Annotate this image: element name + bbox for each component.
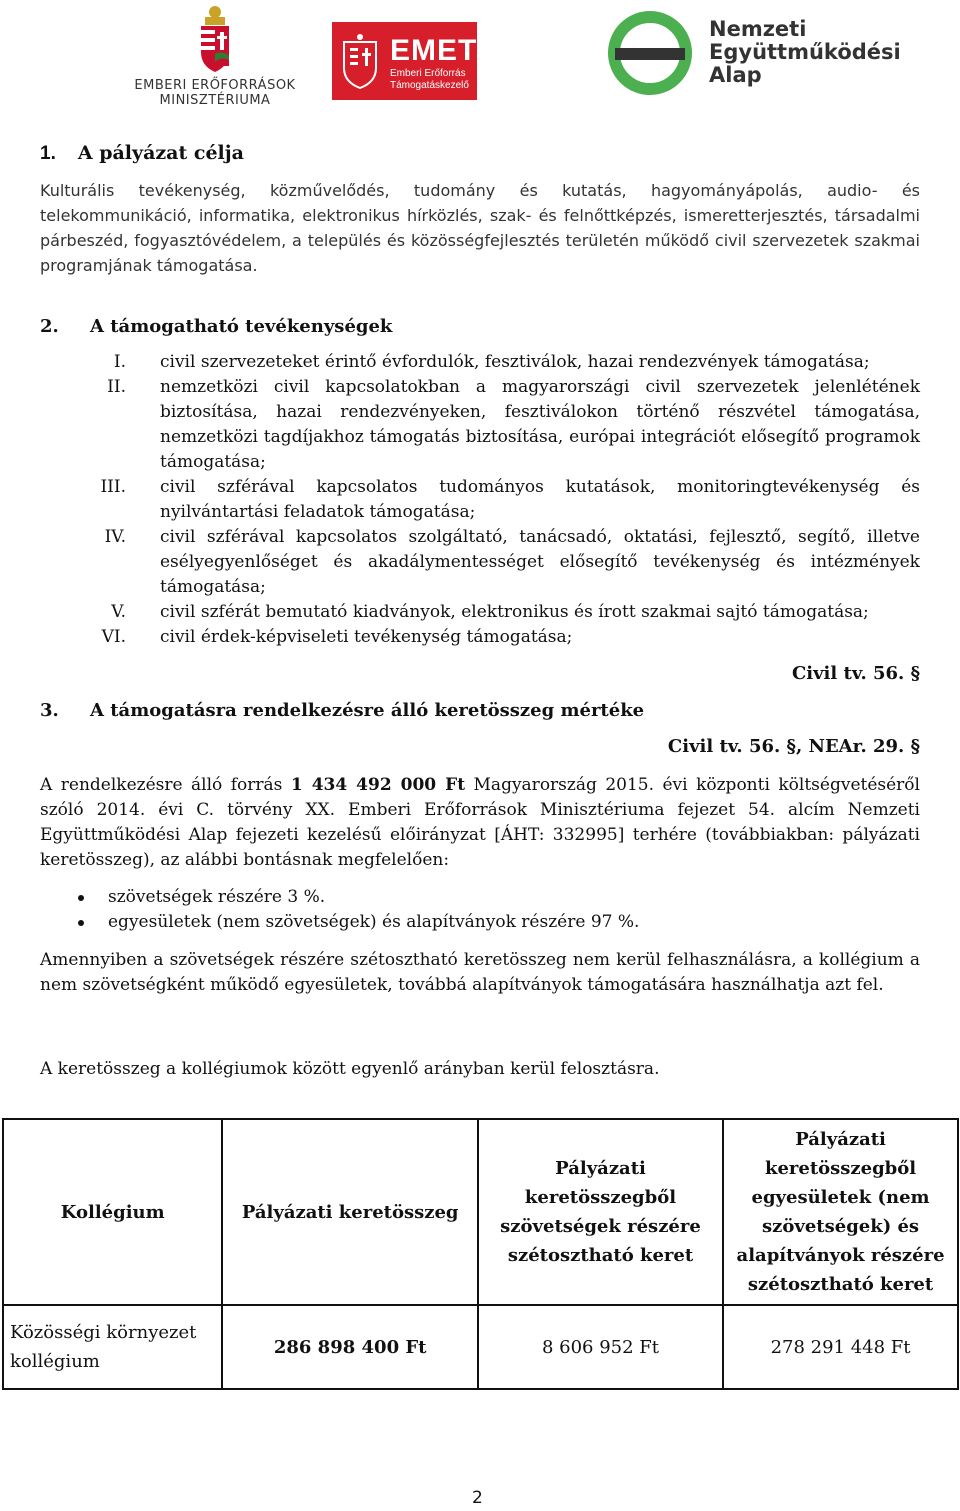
list-item: III. civil szférával kapcsolatos tudományos kutatások, monitoringtevékenység és nyilvántartási feladatok támogatása;	[100, 477, 920, 522]
section3-paragraph2: Amennyiben a szövetségek részére szétosztható keretösszeg nem kerül felhasználásra, a kollégium a nem szövetségként működő egyesületek, továbbá alapítványok támogatására használhatja azt fel.	[40, 950, 920, 995]
section3-paragraph3: A keretösszeg a kollégiumok között egyenlő arányban kerül felosztásra.	[40, 1059, 660, 1079]
section3-paragraph1: A rendelkezésre álló forrás 1 434 492 000 Ft Magyarország 2015. évi központi költségvetéséről szóló 2014. évi C. törvény XX. Emberi Erőforrások Minisztériuma fejezet 54. alcím Nemzeti Együttműködési Alap fejezeti kezelésű előirányzat [ÁHT: 332995] terhére (továbbiakban: pályázati keretösszeg), az alábbi bontásnak megfelelően:	[40, 775, 920, 870]
table-cell: 278 291 448 Ft	[723, 1305, 958, 1389]
page-number: 2	[472, 1488, 483, 1508]
section2-number: 2.	[40, 316, 59, 337]
emmi-line1: EMBERI ERŐFORRÁSOK	[134, 78, 296, 93]
table-header-row	[3, 1119, 958, 1305]
emet-logo	[332, 22, 477, 100]
emet-subtitle: Emberi Erőforrás Támogatáskezelő	[390, 68, 469, 91]
emmi-line2: MINISZTÉRIUMA	[159, 93, 271, 108]
header-logos	[0, 0, 960, 120]
emet-title: EMET	[390, 34, 478, 67]
section1-title: A pályázat célja	[77, 142, 244, 164]
emet-crest-icon	[340, 32, 380, 90]
table-row	[3, 1305, 958, 1389]
header-cell: Pályázati keretösszegből egyesületek (nem szövetségek) és alapítványok részére szétosztható keret	[723, 1119, 958, 1305]
nea-text: Nemzeti Együttműködési Alap	[709, 17, 901, 87]
list-item: VI. civil érdek-képviseleti tevékenység támogatása;	[101, 627, 573, 647]
allocation-bullets	[40, 885, 639, 935]
header-cell: Pályázati keretösszegből szövetségek részére szétosztható keret	[478, 1119, 723, 1305]
emmi-logo	[130, 4, 300, 112]
table-cell: Közösségi környezet kollégium	[3, 1305, 222, 1389]
header-cell: Pályázati keretösszeg	[222, 1119, 477, 1305]
section1-number: 1.	[40, 143, 56, 164]
list-item: szövetségek részére 3 %.	[40, 885, 639, 910]
total-amount: 1 434 492 000 Ft	[290, 775, 466, 795]
section2-heading	[40, 316, 392, 337]
header-cell: Kollégium	[3, 1119, 222, 1305]
list-item: V. civil szférát bemutató kiadványok, elektronikus és írott szakmai sajtó támogatása;	[111, 602, 869, 622]
section3-heading	[40, 700, 644, 721]
section3-number: 3.	[40, 700, 59, 721]
section1-heading	[40, 142, 244, 165]
budget-table	[2, 1118, 959, 1390]
hungarian-coat-of-arms-icon	[195, 4, 235, 74]
section2-legal-reference: Civil tv. 56. §	[791, 663, 920, 684]
nea-logo	[605, 8, 905, 98]
supported-activities-list	[40, 350, 920, 650]
nea-ring-icon	[605, 8, 695, 98]
section2-title: A támogatható tevékenységek	[90, 316, 393, 337]
list-item: I. civil szervezeteket érintő évfordulók, fesztiválok, hazai rendezvények támogatása;	[113, 352, 870, 372]
section3-title: A támogatásra rendelkezésre álló keretösszeg mértéke	[90, 700, 645, 721]
table-cell: 286 898 400 Ft	[222, 1305, 477, 1389]
list-item: II. nemzetközi civil kapcsolatokban a magyarországi civil szervezetek jelenlétének biztosítása, hazai rendezvényeken, fesztiválokon történő részvétel támogatása, nemzetközi tagdíjakhoz támogatás biztosítása, európai integrációt elősegítő programok támogatása;	[107, 377, 920, 472]
bullet-icon	[78, 920, 84, 926]
list-item: egyesületek (nem szövetségek) és alapítványok részére 97 %.	[40, 910, 639, 935]
section1-body: Kulturális tevékenység, közművelődés, tudomány és kutatás, hagyományápolás, audio- és telekommunikáció, informatika, elektronikus hírközlés, szak- és felnőttképzés, ismeretterjesztés, társadalmi párbeszéd, fogyasztóvédelem, a település és közösségfejlesztés területén működő civil szervezetek szakmai programjának támogatása.	[40, 181, 920, 275]
list-item: IV. civil szférával kapcsolatos szolgáltató, tanácsadó, oktatási, fejlesztő, segítő, illetve esélyegyenlőséget és akadálymentességet elősegítő tevékenység és intézmények támogatása;	[104, 527, 920, 597]
table-cell: 8 606 952 Ft	[478, 1305, 723, 1389]
bullet-icon	[78, 895, 84, 901]
section3-legal-reference: Civil tv. 56. §, NEAr. 29. §	[667, 736, 920, 757]
